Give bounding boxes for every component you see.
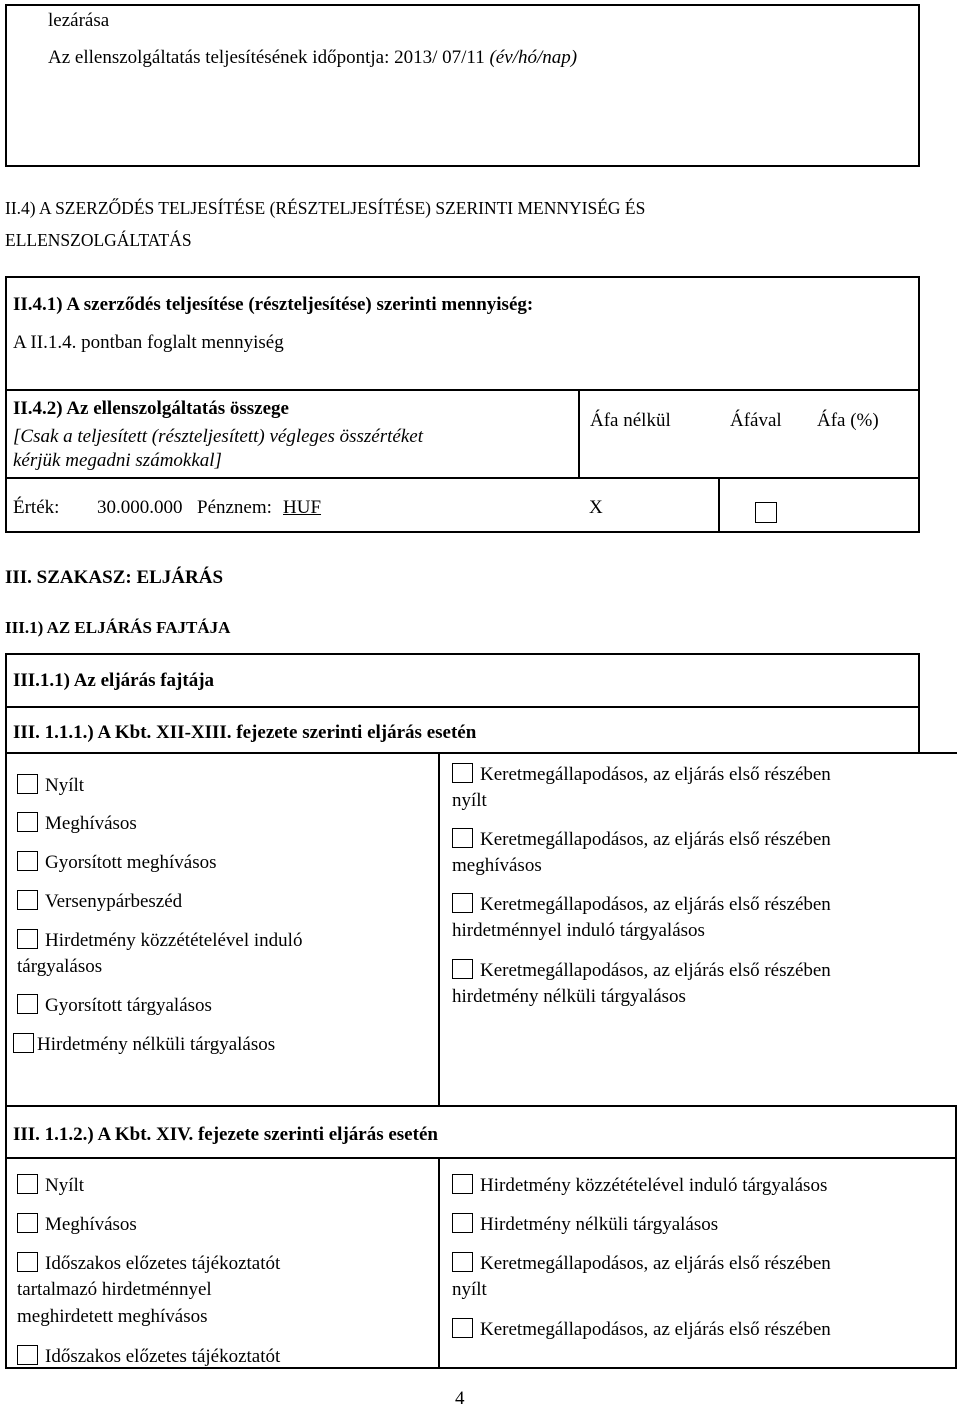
option-framework-negotiated-no-notice-cont: hirdetmény nélküli tárgyalásos <box>452 986 686 1007</box>
currency-label: Pénznem: <box>197 497 272 518</box>
option-framework-open-cont: nyílt <box>452 790 487 811</box>
option-label: Keretmegállapodásos, az eljárás első részében <box>480 1253 831 1274</box>
option-negotiated-without-notice[interactable] <box>13 1033 275 1056</box>
page-number: 4 <box>455 1388 465 1409</box>
checkbox[interactable] <box>17 890 38 910</box>
section-III-title: III. SZAKASZ: ELJÁRÁS <box>5 567 224 588</box>
col-header-with-vat: Áfával <box>730 410 782 431</box>
checkbox[interactable] <box>17 994 38 1014</box>
value-label: Érték: <box>13 497 60 518</box>
completion-date-text: Az ellenszolgáltatás teljesítésének időpontja: 2013/ 07/11 <box>48 47 490 68</box>
option-framework-negotiated-no-notice[interactable] <box>452 959 831 982</box>
option-framework-negotiated-notice[interactable] <box>452 893 831 916</box>
option-accelerated-invitation[interactable] <box>17 851 217 874</box>
option-framework-negotiated-notice-cont: hirdetménnyel induló tárgyalásos <box>452 920 705 941</box>
section-II42-title: II.4.2) Az ellenszolgáltatás összege <box>13 398 289 419</box>
without-vat-mark: X <box>589 497 603 518</box>
option-label: Keretmegállapodásos, az eljárás első részében <box>480 894 831 915</box>
col-header-vat-percent: Áfa (%) <box>817 410 879 431</box>
section-II4-heading-1: II.4) A SZERZŐDÉS TELJESÍTÉSE (RÉSZTELJESÍTÉSE) SZERINTI MENNYISÉG ÉS <box>5 198 646 218</box>
option-framework-invitation-cont: meghívásos <box>452 855 542 876</box>
option2-periodic-notice-invitation-cont2: meghirdetett meghívásos <box>17 1306 208 1327</box>
option-negotiated-with-notice[interactable] <box>17 929 302 952</box>
option2-periodic-notice-invitation-cont1: tartalmazó hirdetménnyel <box>17 1279 212 1300</box>
checkbox[interactable] <box>452 959 473 979</box>
section-III11-title: III.1.1) Az eljárás fajtája <box>13 670 215 691</box>
options-divider-1 <box>438 752 440 1107</box>
top-box-line2 <box>48 47 577 69</box>
option-label: Hirdetmény közzétételével induló <box>45 930 303 951</box>
col-divider-2 <box>718 477 720 533</box>
option-label: Nyílt <box>45 1175 85 1196</box>
option-label: Időszakos előzetes tájékoztatót <box>45 1346 281 1367</box>
option2-negotiated-with-notice[interactable] <box>452 1174 827 1197</box>
section-II41-title: II.4.1) A szerződés teljesítése (részteljesítése) szerinti mennyiség: <box>13 294 534 315</box>
options-divider-2 <box>438 1157 440 1369</box>
section-III1-title: III.1) AZ ELJÁRÁS FAJTÁJA <box>5 618 231 637</box>
top-box <box>5 4 920 167</box>
option-framework-open[interactable] <box>452 763 831 786</box>
option-label: Gyorsított meghívásos <box>45 852 217 873</box>
option-competitive-dialogue[interactable] <box>17 890 182 913</box>
date-format-hint: (év/hó/nap) <box>489 47 578 68</box>
top-box-line1: lezárása <box>48 10 110 31</box>
option-label: Keretmegállapodásos, az eljárás első részében <box>480 1319 831 1340</box>
checkbox[interactable] <box>17 1345 38 1365</box>
option-label: Időszakos előzetes tájékoztatót <box>45 1253 281 1274</box>
value-row-divider <box>5 477 920 479</box>
col-divider-1 <box>578 389 580 477</box>
checkbox[interactable] <box>452 893 473 913</box>
checkbox[interactable] <box>452 763 473 783</box>
option2-framework-open[interactable] <box>452 1252 831 1275</box>
section-II41-text: A II.1.4. pontban foglalt mennyiség <box>13 332 284 353</box>
option-label: Hirdetmény nélküli tárgyalásos <box>37 1034 276 1055</box>
option-label: Hirdetmény nélküli tárgyalásos <box>480 1214 719 1235</box>
option-accelerated-negotiated[interactable] <box>17 994 212 1017</box>
col-header-without-vat: Áfa nélkül <box>590 410 671 431</box>
option-label: Versenypárbeszéd <box>45 891 183 912</box>
option-negotiated-with-notice-cont: tárgyalásos <box>17 956 103 977</box>
checkbox[interactable] <box>452 1174 473 1194</box>
option2-open[interactable] <box>17 1174 84 1197</box>
checkbox[interactable] <box>17 851 38 871</box>
section-III112-title: III. 1.1.2.) A Kbt. XIV. fejezete szerinti eljárás esetén <box>13 1124 438 1145</box>
section-II42-note1: [Csak a teljesített (részteljesített) végleges összértéket <box>13 426 423 447</box>
option-label: Meghívásos <box>45 813 137 834</box>
checkbox[interactable] <box>17 774 38 794</box>
option-label: Keretmegállapodásos, az eljárás első részében <box>480 764 831 785</box>
checkbox[interactable] <box>17 929 38 949</box>
section-III111-title: III. 1.1.1.) A Kbt. XII-XIII. fejezete szerinti eljárás esetén <box>13 722 477 743</box>
checkbox[interactable] <box>17 1252 38 1272</box>
checkbox[interactable] <box>13 1033 34 1053</box>
checkbox[interactable] <box>452 1252 473 1272</box>
option-label: Gyorsított tárgyalásos <box>45 995 212 1016</box>
option-open[interactable] <box>17 774 84 797</box>
checkbox[interactable] <box>17 812 38 832</box>
option-label: Keretmegállapodásos, az eljárás első részében <box>480 960 831 981</box>
section-III112-header-box <box>5 1105 957 1159</box>
currency-value: HUF <box>283 497 322 518</box>
section-II42-note2: kérjük megadni számokkal] <box>13 450 222 471</box>
option2-framework[interactable] <box>452 1318 831 1341</box>
option2-periodic-notice-invitation[interactable] <box>17 1252 280 1275</box>
checkbox[interactable] <box>452 1318 473 1338</box>
section-II4-heading-2: ELLENSZOLGÁLTATÁS <box>5 230 192 250</box>
option-label: Nyílt <box>45 775 85 796</box>
option-label: Keretmegállapodásos, az eljárás első részében <box>480 829 831 850</box>
checkbox[interactable] <box>452 1213 473 1233</box>
checkbox[interactable] <box>17 1213 38 1233</box>
with-vat-checkbox[interactable] <box>755 502 777 523</box>
checkbox[interactable] <box>17 1174 38 1194</box>
option-invitation[interactable] <box>17 812 137 835</box>
option-label: Hirdetmény közzétételével induló tárgyalásos <box>480 1175 828 1196</box>
option2-negotiated-without-notice[interactable] <box>452 1213 718 1236</box>
value-amount: 30.000.000 <box>97 497 183 518</box>
option2-framework-open-cont: nyílt <box>452 1279 487 1300</box>
option2-invitation[interactable] <box>17 1213 137 1236</box>
option-framework-invitation[interactable] <box>452 828 831 851</box>
checkbox[interactable] <box>452 828 473 848</box>
option-label: Meghívásos <box>45 1214 137 1235</box>
option2-periodic-notice[interactable] <box>17 1345 280 1368</box>
